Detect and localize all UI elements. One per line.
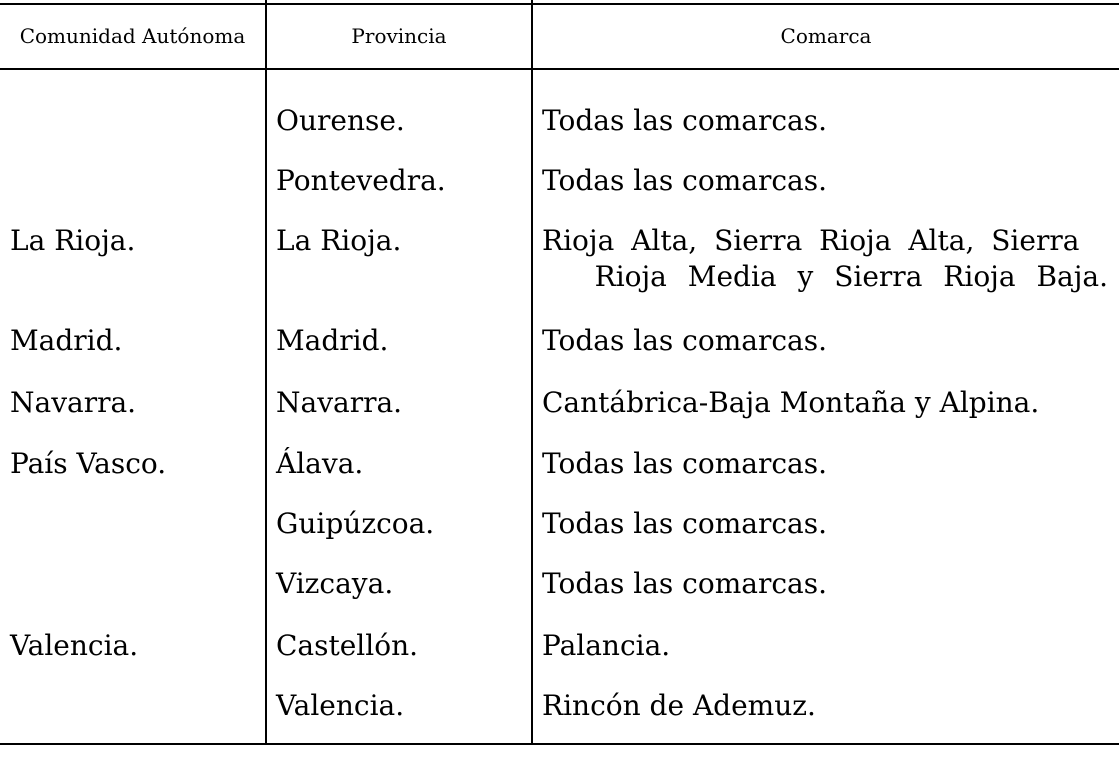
row-comarca: Palancia. <box>542 629 671 662</box>
column-divider-1 <box>265 0 267 745</box>
row-provincia: Madrid. <box>276 324 389 357</box>
row-comarca: Todas las comarcas. <box>542 324 827 357</box>
row-comarca-line2: Rioja Media y Sierra Rioja Baja. <box>594 260 1108 293</box>
row-comarca-line1: Rioja Alta, Sierra Rioja Alta, Sierra <box>542 224 1080 257</box>
row-provincia: La Rioja. <box>276 224 402 257</box>
header-comarca: Comarca <box>780 24 872 48</box>
header-provincia: Provincia <box>351 24 447 48</box>
header-comunidad: Comunidad Autónoma <box>19 24 246 48</box>
row-comarca: Todas las comarcas. <box>542 447 827 480</box>
row-comunidad: Valencia. <box>10 629 139 662</box>
row-provincia: Vizcaya. <box>276 567 394 600</box>
header-bottom-rule <box>0 68 1119 70</box>
row-comunidad: Navarra. <box>10 386 137 419</box>
table-bottom-rule <box>0 743 1119 745</box>
row-comarca: Todas las comarcas. <box>542 164 827 197</box>
row-comarca: Cantábrica-Baja Montaña y Alpina. <box>542 386 1040 419</box>
row-comunidad: Madrid. <box>10 324 123 357</box>
row-comunidad: La Rioja. <box>10 224 136 257</box>
row-provincia: Ourense. <box>276 104 405 137</box>
row-provincia: Valencia. <box>276 689 405 722</box>
row-comarca: Rincón de Ademuz. <box>542 689 816 722</box>
row-comarca: Todas las comarcas. <box>542 567 827 600</box>
row-provincia: Guipúzcoa. <box>276 507 435 540</box>
row-provincia: Álava. <box>276 447 364 480</box>
row-provincia: Pontevedra. <box>276 164 446 197</box>
row-comunidad: País Vasco. <box>10 447 167 480</box>
row-provincia: Navarra. <box>276 386 403 419</box>
row-comarca: Todas las comarcas. <box>542 507 827 540</box>
column-divider-2 <box>531 0 533 745</box>
row-provincia: Castellón. <box>276 629 419 662</box>
row-comarca: Todas las comarcas. <box>542 104 827 137</box>
